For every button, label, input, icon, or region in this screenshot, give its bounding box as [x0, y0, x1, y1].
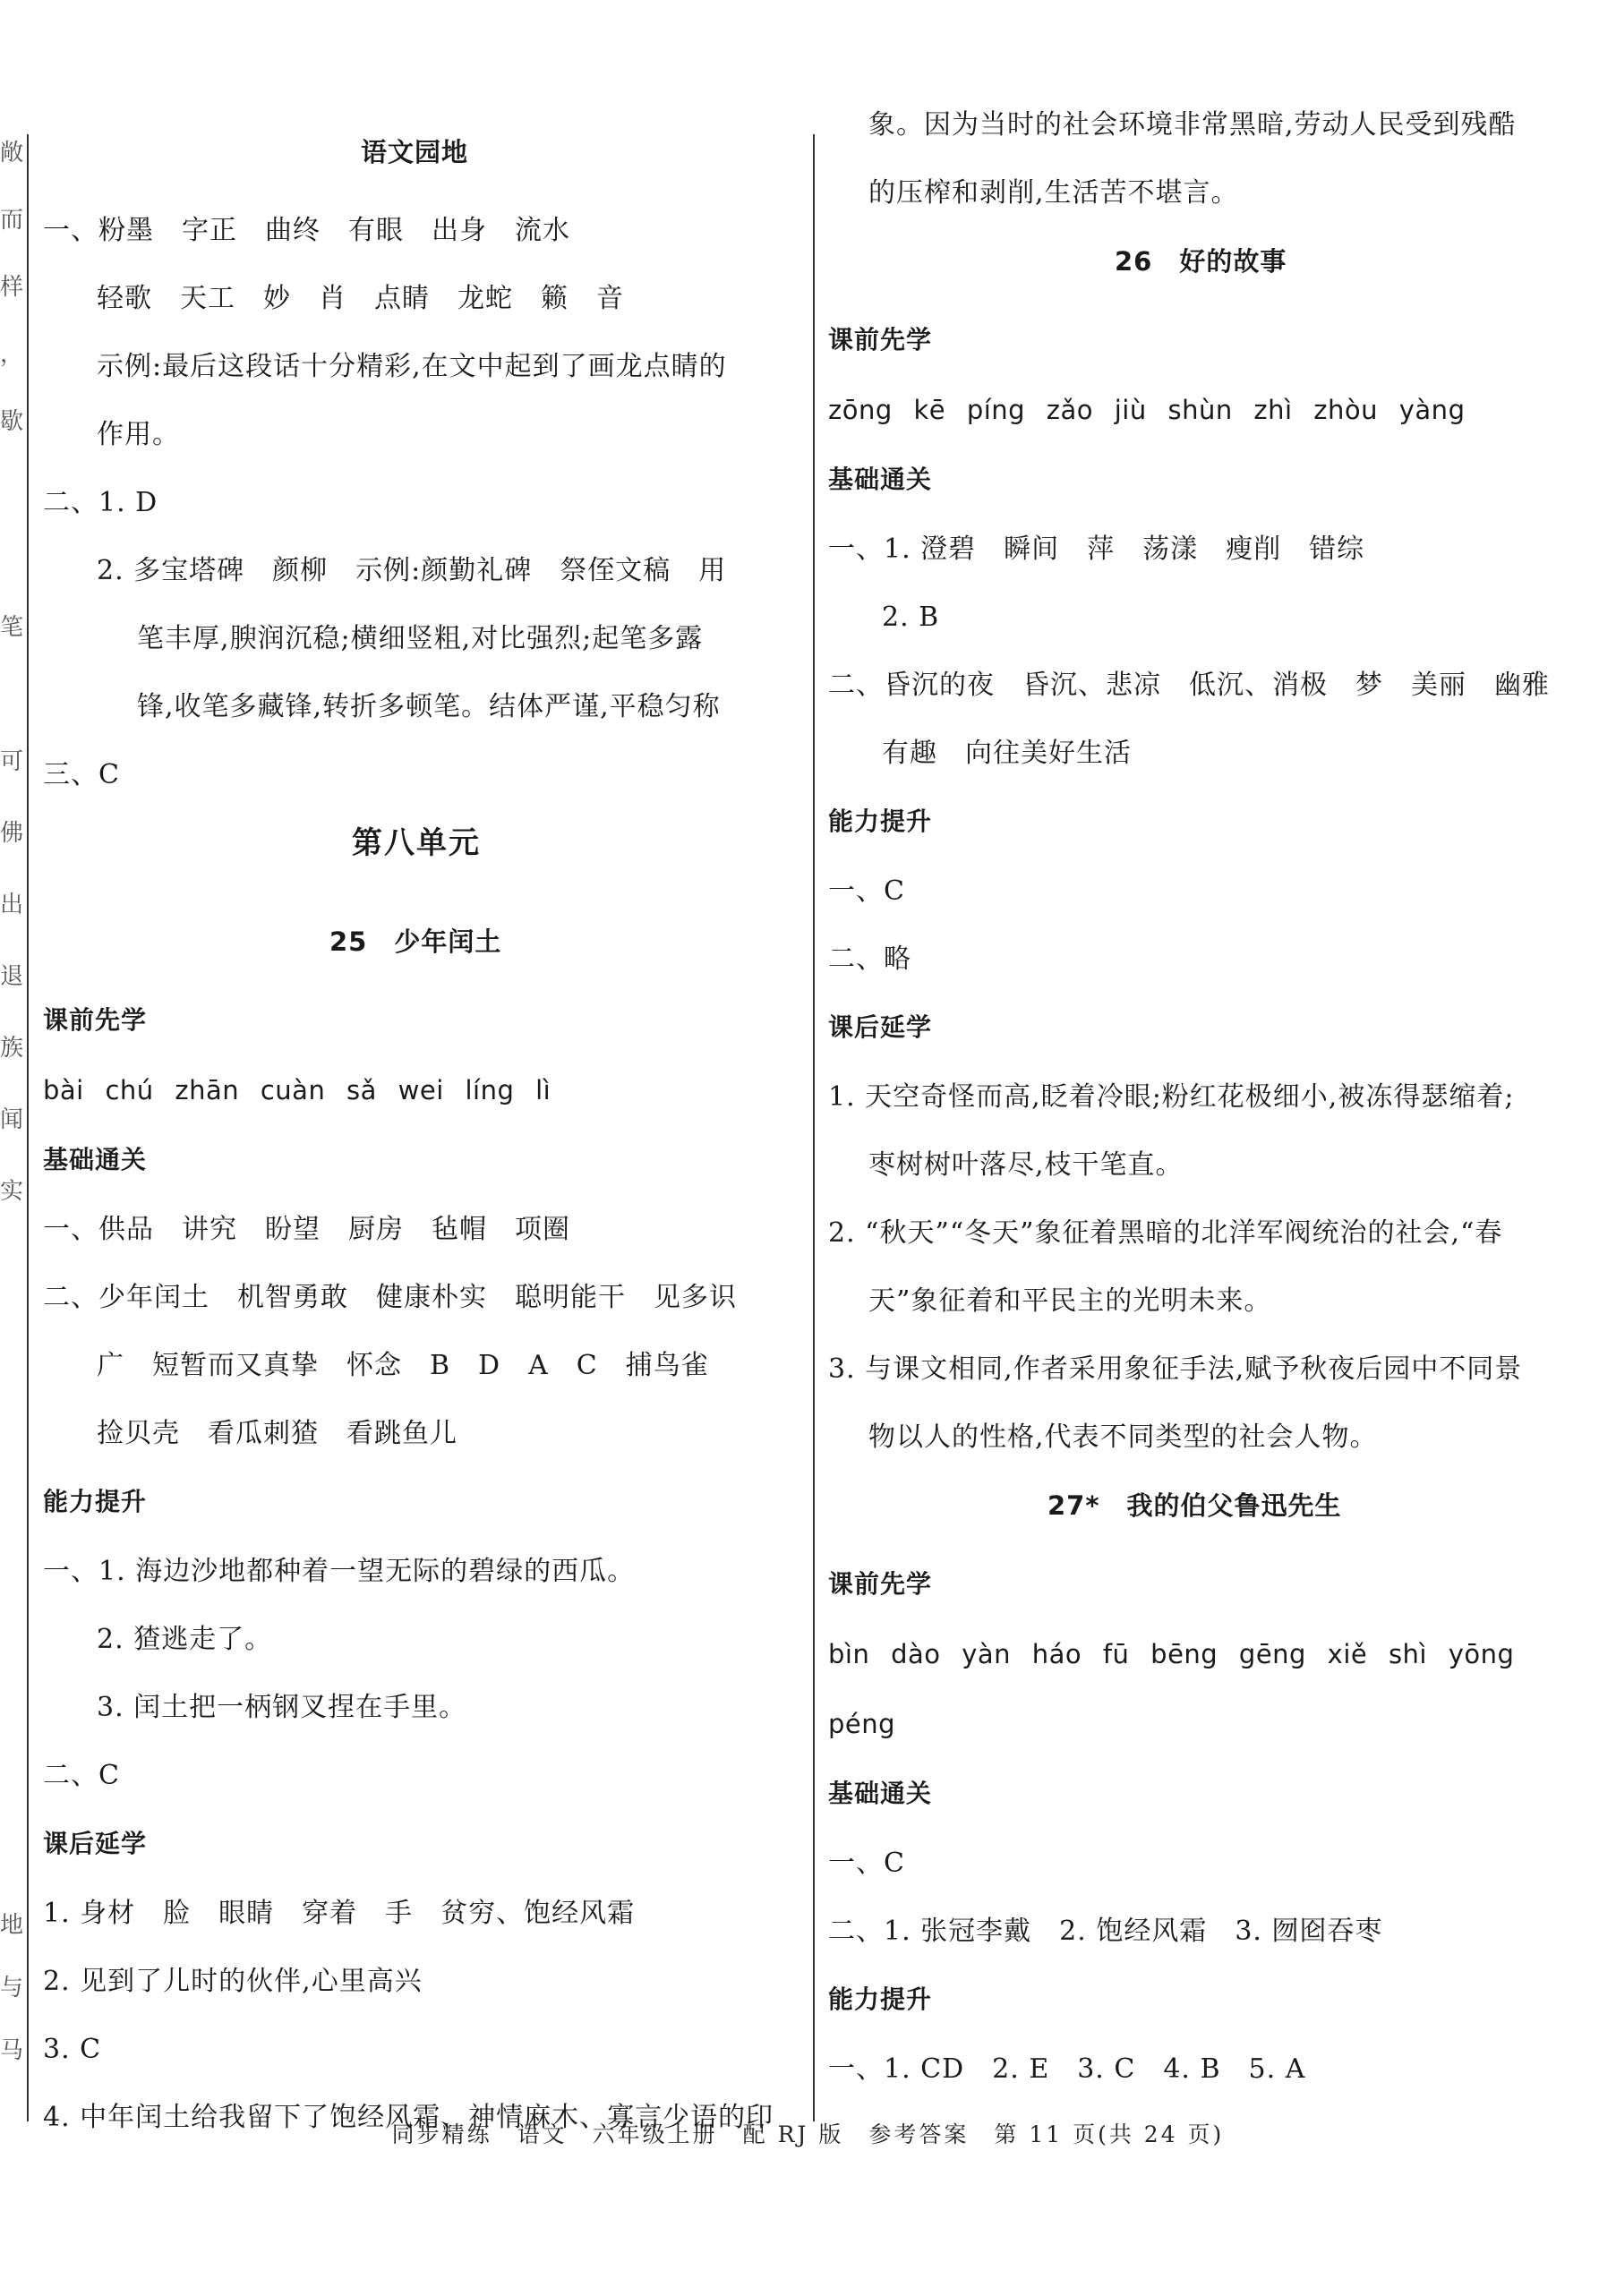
right-text-line: 2. B [882, 602, 940, 633]
left-text-line: 示例:最后这段话十分精彩,在文中起到了画龙点睛的 [97, 351, 727, 382]
right-section-line: 课前先学 [828, 1569, 933, 1599]
left-text-line: 4. 中年闰土给我留下了饱经风霜、神情麻木、寡言少语的印 [43, 2102, 774, 2133]
edge-char: 退 [0, 963, 24, 990]
right-text-line: 二、1. 张冠李戴 2. 饱经风霜 3. 囫囵吞枣 [828, 1916, 1383, 1947]
edge-char: 歇 [0, 408, 24, 435]
right-text-line: 二、昏沉的夜 昏沉、悲凉 低沉、消极 梦 美丽 幽雅 [828, 670, 1550, 701]
left-text-line: 作用。 [97, 419, 180, 450]
edge-char: 笔 [0, 614, 24, 641]
right-pinyin-line: péng [828, 1709, 896, 1739]
left-text-line: 2. 猹逃走了。 [97, 1624, 273, 1655]
edge-char: 样 [0, 274, 24, 301]
column-divider [813, 134, 815, 2121]
right-section-line: 基础通关 [828, 465, 933, 494]
left-text-line: 一、粉墨 字正 曲终 有眼 出身 流水 [43, 215, 570, 246]
right-text-line: 一、1. 澄碧 瞬间 萍 荡漾 瘦削 错综 [828, 533, 1365, 565]
left-margin-rule [27, 134, 29, 2121]
right-text-line: 一、C [828, 875, 905, 907]
right-section-line: 课前先学 [828, 325, 933, 354]
right-text-line: 二、略 [828, 943, 911, 975]
right-section-line: 基础通关 [828, 1779, 933, 1808]
left-text-line: 一、1. 海边沙地都种着一望无际的碧绿的西瓜。 [43, 1556, 636, 1587]
left-text-line: 1. 身材 脸 眼睛 穿着 手 贫穷、饱经风霜 [43, 1898, 636, 1929]
right-text-line: 1. 天空奇怪而高,眨着冷眼;粉红花极细小,被冻得瑟缩着; [828, 1081, 1515, 1113]
right-section-line: 能力提升 [828, 1984, 933, 2014]
left-text-line: 二、少年闰土 机智勇敢 健康朴实 聪明能干 见多识 [43, 1282, 737, 1313]
right-text-line: 天”象征着和平民主的光明未来。 [868, 1285, 1272, 1317]
right-title-line: 27* 我的伯父鲁迅先生 [1047, 1490, 1342, 1521]
left-pinyin-line: bài chú zhān cuàn sǎ wei líng lì [43, 1075, 551, 1105]
right-text-line: 象。因为当时的社会环境非常黑暗,劳动人民受到残酷 [868, 109, 1517, 141]
left-title-line: 25 少年闰土 [329, 926, 502, 957]
left-text-line: 锋,收笔多藏锋,转折多顿笔。结体严谨,平稳匀称 [137, 691, 721, 722]
left-text-line: 一、供品 讲究 盼望 厨房 毡帽 项圈 [43, 1214, 570, 1245]
left-text-line: 3. C [43, 2034, 102, 2065]
edge-char: 而 [0, 207, 24, 234]
left-text-line: 三、C [43, 759, 120, 790]
page-footer: 同步精练 语文 六年级上册 配 RJ 版 参考答案 第 11 页(共 24 页) [391, 2121, 1225, 2147]
left-text-line: 3. 闰土把一柄钢叉捏在手里。 [97, 1692, 467, 1723]
left-text-line: 捡贝壳 看瓜刺猹 看跳鱼儿 [97, 1418, 457, 1449]
left-text-line: 轻歌 天工 妙 肖 点睛 龙蛇 籁 音 [97, 283, 624, 314]
edge-char: 佛 [0, 820, 24, 847]
left-section-line: 能力提升 [43, 1487, 148, 1516]
right-text-line: 3. 与课文相同,作者采用象征手法,赋予秋夜后园中不同景 [828, 1353, 1523, 1385]
left-section-line: 课后延学 [43, 1829, 148, 1858]
left-unit-line: 第八单元 [352, 825, 481, 861]
right-text-line: 有趣 向往美好生活 [882, 738, 1132, 769]
edge-char: 实 [0, 1178, 24, 1205]
left-text-line: 二、1. D [43, 487, 158, 518]
left-text-line: 二、C [43, 1760, 120, 1791]
left-text-line: 笔丰厚,腴润沉稳;横细竖粗,对比强烈;起笔多露 [137, 623, 704, 654]
edge-char: 族 [0, 1035, 24, 1062]
edge-char: 地 [0, 1912, 24, 1939]
right-title-line: 26 好的故事 [1115, 246, 1287, 277]
left-section-line: 基础通关 [43, 1145, 148, 1174]
right-pinyin-line: zōng kē píng zǎo jiù shùn zhì zhòu yàng [828, 395, 1466, 425]
edge-char: ， [0, 341, 24, 368]
right-section-line: 能力提升 [828, 807, 933, 836]
edge-char: 闻 [0, 1106, 24, 1133]
edge-char: 与 [0, 1975, 24, 2002]
edge-char: 马 [0, 2037, 24, 2064]
right-text-line: 一、C [828, 1848, 905, 1879]
right-text-line: 一、1. CD 2. E 3. C 4. B 5. A [828, 2053, 1306, 2085]
edge-char: 可 [0, 748, 24, 775]
left-title-line: 语文园地 [361, 137, 469, 167]
right-text-line: 的压榨和剥削,生活苦不堪言。 [868, 177, 1239, 209]
edge-char: 敞 [0, 140, 24, 166]
right-text-line: 物以人的性格,代表不同类型的社会人物。 [868, 1421, 1378, 1453]
left-text-line: 2. 见到了儿时的伙伴,心里高兴 [43, 1966, 423, 1997]
right-text-line: 2. “秋天”“冬天”象征着黑暗的北洋军阀统治的社会,“春 [828, 1217, 1503, 1249]
left-text-line: 2. 多宝塔碑 颜柳 示例:颜勤礼碑 祭侄文稿 用 [97, 555, 727, 586]
edge-char: 出 [0, 892, 24, 918]
left-text-line: 广 短暂而又真挚 怀念 B D A C 捕鸟雀 [97, 1350, 709, 1381]
right-pinyin-line: bìn dào yàn háo fū bēng gēng xiě shì yōng [828, 1639, 1515, 1669]
right-text-line: 枣树树叶落尽,枝干笔直。 [868, 1149, 1184, 1181]
right-section-line: 课后延学 [828, 1012, 933, 1042]
left-section-line: 课前先学 [43, 1005, 148, 1035]
